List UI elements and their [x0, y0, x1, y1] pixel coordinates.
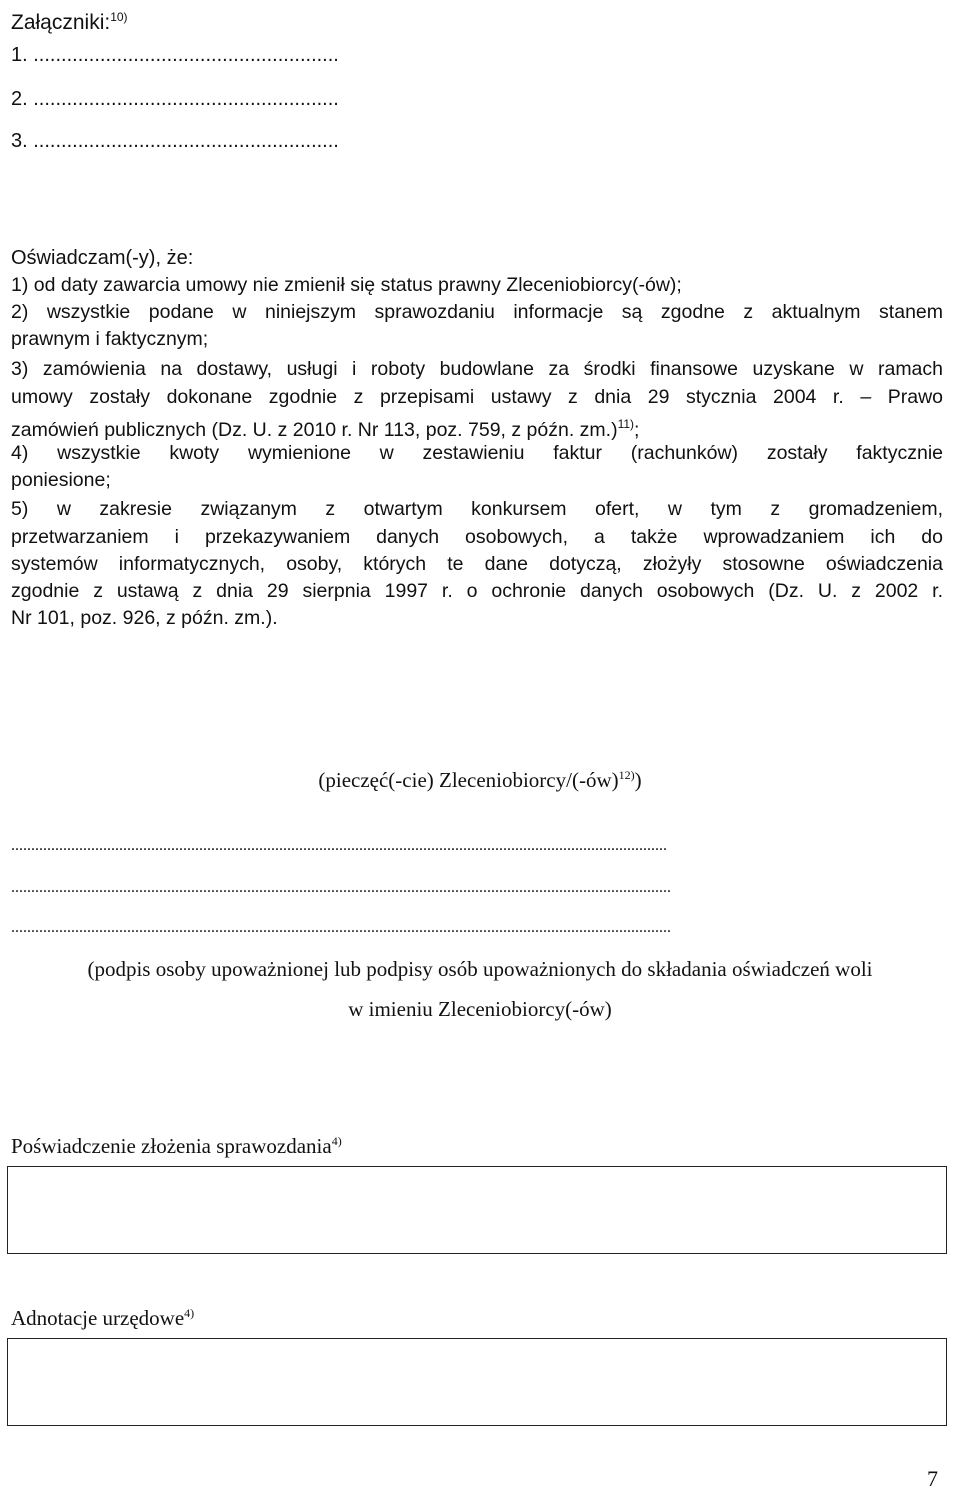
statement-point-1: 1) od daty zawarcia umowy nie zmienił się status prawny Zleceniobiorcy(-ów);	[11, 274, 682, 296]
signature-dotted-line: .....................................................................................................................................................................	[11, 919, 671, 936]
confirmation-box[interactable]	[7, 1166, 947, 1254]
stamp-caption	[0, 760, 960, 795]
attachments-footnote: 10)	[110, 10, 128, 24]
annotations-label: Adnotacje urzędowe	[11, 1306, 185, 1330]
annotations-heading	[11, 1298, 194, 1333]
attachment-item: 3. .......................................................	[11, 130, 339, 152]
attachment-item: 1. .......................................................	[11, 44, 339, 66]
signature-caption-line: w imieniu Zleceniobiorcy(-ów)	[348, 997, 612, 1021]
statement-point-5-line: zgodnie z ustawą z dnia 29 sierpnia 1997 r. o ochronie danych osobowych (Dz. U. z 2002 r.	[11, 580, 943, 602]
confirmation-heading	[11, 1126, 342, 1161]
statement-point-2-line: 2) wszystkie podane w niniejszym sprawozdaniu informacje są zgodne z aktualnym stanem	[11, 301, 943, 323]
statement-point-3-line: umowy zostały dokonane zgodnie z przepisami ustawy z dnia 29 stycznia 2004 r. – Prawo	[11, 386, 943, 408]
statement-point-3-footnote: 11)	[617, 417, 635, 431]
statement-point-4-line: 4) wszystkie kwoty wymienione w zestawieniu faktur (rachunków) zostały faktycznie	[11, 442, 943, 464]
statement-point-3-line: 3) zamówienia na dostawy, usługi i roboty budowlane za środki finansowe uzyskane w ramach	[11, 358, 943, 380]
statement-point-5-line: przetwarzaniem i przekazywaniem danych osobowych, a także wprowadzaniem ich do	[11, 526, 943, 548]
statement-point-3-end: ;	[634, 419, 640, 441]
statement-point-5-line: systemów informatycznych, osoby, których te dane dotyczą, złożyły stosowne oświadczenia	[11, 553, 943, 575]
confirmation-label: Poświadczenie złożenia sprawozdania	[11, 1134, 332, 1158]
attachments-heading	[11, 0, 128, 40]
statement-point-2-line: prawnym i faktycznym;	[11, 328, 209, 350]
statement-heading: Oświadczam(-y), że:	[11, 247, 194, 269]
signature-caption-line: (podpis osoby upoważnionej lub podpisy osób upoważnionych do składania oświadczeń woli	[87, 957, 873, 981]
stamp-close: )	[634, 768, 642, 792]
attachments-label: Załączniki:	[11, 11, 111, 34]
stamp-text: (pieczęć(-cie) Zleceniobiorcy/(-ów)	[318, 768, 619, 792]
confirmation-footnote: 4)	[331, 1134, 342, 1148]
signature-dotted-line: .....................................................................................................................................................................	[11, 879, 671, 896]
stamp-footnote: 12)	[618, 768, 635, 782]
signature-dotted-line: ....................................................................................................................................................................	[11, 837, 667, 854]
annotations-footnote: 4)	[184, 1306, 195, 1320]
attachment-item: 2. .......................................................	[11, 88, 339, 110]
statement-point-3-text: zamówień publicznych (Dz. U. z 2010 r. Nr 113, poz. 759, z późn. zm.)	[11, 419, 618, 441]
page-number: 7	[927, 1466, 938, 1491]
statement-point-5-line: Nr 101, poz. 926, z późn. zm.).	[11, 607, 278, 629]
statement-point-5-line: 5) w zakresie związanym z otwartym konkursem ofert, w tym z gromadzeniem,	[11, 498, 943, 520]
annotations-box[interactable]	[7, 1338, 947, 1426]
statement-point-4-line: poniesione;	[11, 469, 111, 491]
